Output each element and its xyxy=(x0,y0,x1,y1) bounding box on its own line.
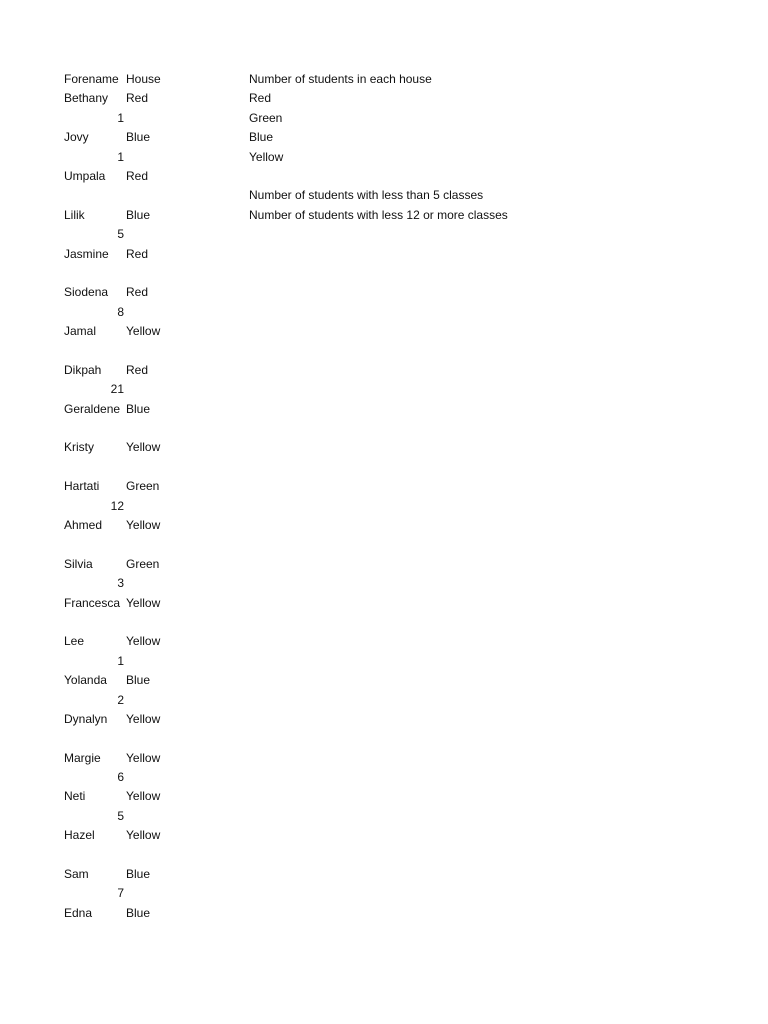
student-forename: Dikpah xyxy=(64,362,102,377)
number-row xyxy=(64,497,244,516)
student-house: Green xyxy=(126,479,160,494)
student-row xyxy=(64,787,244,806)
student-house: Yellow xyxy=(126,750,161,765)
number-row xyxy=(64,768,244,787)
student-house: Green xyxy=(126,556,160,571)
student-forename: Siodena xyxy=(64,285,109,300)
summary-title: Number of students in each house xyxy=(249,72,432,86)
student-forename: Dynalyn xyxy=(64,711,108,726)
student-forename: Jovy xyxy=(64,130,89,145)
student-list xyxy=(64,70,244,923)
student-row xyxy=(64,322,244,341)
number-row xyxy=(64,846,244,865)
number-row xyxy=(64,264,244,283)
student-number: 3 xyxy=(117,576,124,591)
header-row xyxy=(64,70,244,89)
number-row xyxy=(64,652,244,671)
number-row xyxy=(64,807,244,826)
student-house: Yellow xyxy=(126,711,161,726)
student-row xyxy=(64,826,244,845)
student-forename: Hazel xyxy=(64,828,95,843)
student-forename: Jamal xyxy=(64,324,97,339)
student-row xyxy=(64,865,244,884)
student-forename: Geraldene xyxy=(64,401,121,416)
number-row xyxy=(64,574,244,593)
house-label-yellow: Yellow xyxy=(249,149,284,164)
number-row xyxy=(64,729,244,748)
forename-header: Forename xyxy=(64,72,119,86)
student-forename: Hartati xyxy=(64,479,100,494)
student-forename: Lee xyxy=(64,634,85,649)
student-forename: Kristy xyxy=(64,440,94,455)
number-row xyxy=(64,148,244,167)
student-row xyxy=(64,516,244,535)
student-house: Yellow xyxy=(126,828,161,843)
student-house: Blue xyxy=(126,867,151,882)
student-forename: Yolanda xyxy=(64,673,107,688)
student-house: Blue xyxy=(126,130,151,145)
student-row xyxy=(64,594,244,613)
student-house: Red xyxy=(126,246,149,261)
house-label-green: Green xyxy=(249,110,283,125)
number-row xyxy=(64,109,244,128)
student-row xyxy=(64,89,244,108)
student-house: Red xyxy=(126,285,149,300)
student-number: 7 xyxy=(117,886,124,901)
student-house: Red xyxy=(126,168,149,183)
student-house: Blue xyxy=(126,207,151,222)
student-forename: Jasmine xyxy=(64,246,109,261)
house-label-red: Red xyxy=(249,91,272,106)
number-row xyxy=(64,884,244,903)
student-row xyxy=(64,710,244,729)
student-house: Blue xyxy=(126,673,151,688)
student-row xyxy=(64,361,244,380)
student-house: Yellow xyxy=(126,324,161,339)
student-row xyxy=(64,245,244,264)
student-number: 12 xyxy=(110,498,124,513)
student-number: 1 xyxy=(117,110,124,125)
less-than-5-label: Number of students with less than 5 classes xyxy=(249,188,484,203)
student-row xyxy=(64,555,244,574)
student-forename: Bethany xyxy=(64,91,109,106)
student-row xyxy=(64,477,244,496)
student-number: 2 xyxy=(117,692,124,707)
number-row xyxy=(64,341,244,360)
student-house: Yellow xyxy=(126,789,161,804)
student-row xyxy=(64,438,244,457)
student-house: Red xyxy=(126,362,149,377)
student-forename: Francesca xyxy=(64,595,121,610)
summary-spacer xyxy=(249,167,729,186)
number-row xyxy=(64,613,244,632)
student-number: 1 xyxy=(117,149,124,164)
student-forename: Margie xyxy=(64,750,101,765)
student-row xyxy=(64,128,244,147)
student-row xyxy=(64,283,244,302)
student-number: 6 xyxy=(117,770,124,785)
student-number: 5 xyxy=(117,227,124,242)
student-row xyxy=(64,167,244,186)
number-row xyxy=(64,419,244,438)
student-house: Yellow xyxy=(126,517,161,532)
student-forename: Silvia xyxy=(64,556,93,571)
student-house: Red xyxy=(126,91,149,106)
student-row xyxy=(64,904,244,923)
number-row xyxy=(64,691,244,710)
student-number: 21 xyxy=(110,382,124,397)
student-forename: Sam xyxy=(64,867,89,882)
summary-section xyxy=(249,70,729,225)
student-house: Yellow xyxy=(126,595,161,610)
number-row xyxy=(64,303,244,322)
student-row xyxy=(64,632,244,651)
house-header: House xyxy=(126,72,161,86)
student-house: Yellow xyxy=(126,440,161,455)
student-row xyxy=(64,749,244,768)
student-forename: Ahmed xyxy=(64,517,103,532)
number-row xyxy=(64,225,244,244)
student-number: 5 xyxy=(117,808,124,823)
student-house: Blue xyxy=(126,905,151,920)
number-row xyxy=(64,535,244,554)
student-number: 8 xyxy=(117,304,124,319)
number-row xyxy=(64,458,244,477)
student-forename: Edna xyxy=(64,905,93,920)
house-label-blue: Blue xyxy=(249,130,274,145)
student-number: 1 xyxy=(117,653,124,668)
student-forename: Neti xyxy=(64,789,86,804)
student-row xyxy=(64,671,244,690)
twelve-or-more-label: Number of students with less 12 or more classes xyxy=(249,207,508,222)
number-row xyxy=(64,186,244,205)
student-forename: Umpala xyxy=(64,168,106,183)
student-forename: Lilik xyxy=(64,207,85,222)
student-row xyxy=(64,206,244,225)
student-row xyxy=(64,400,244,419)
number-row xyxy=(64,380,244,399)
student-house: Yellow xyxy=(126,634,161,649)
student-house: Blue xyxy=(126,401,151,416)
